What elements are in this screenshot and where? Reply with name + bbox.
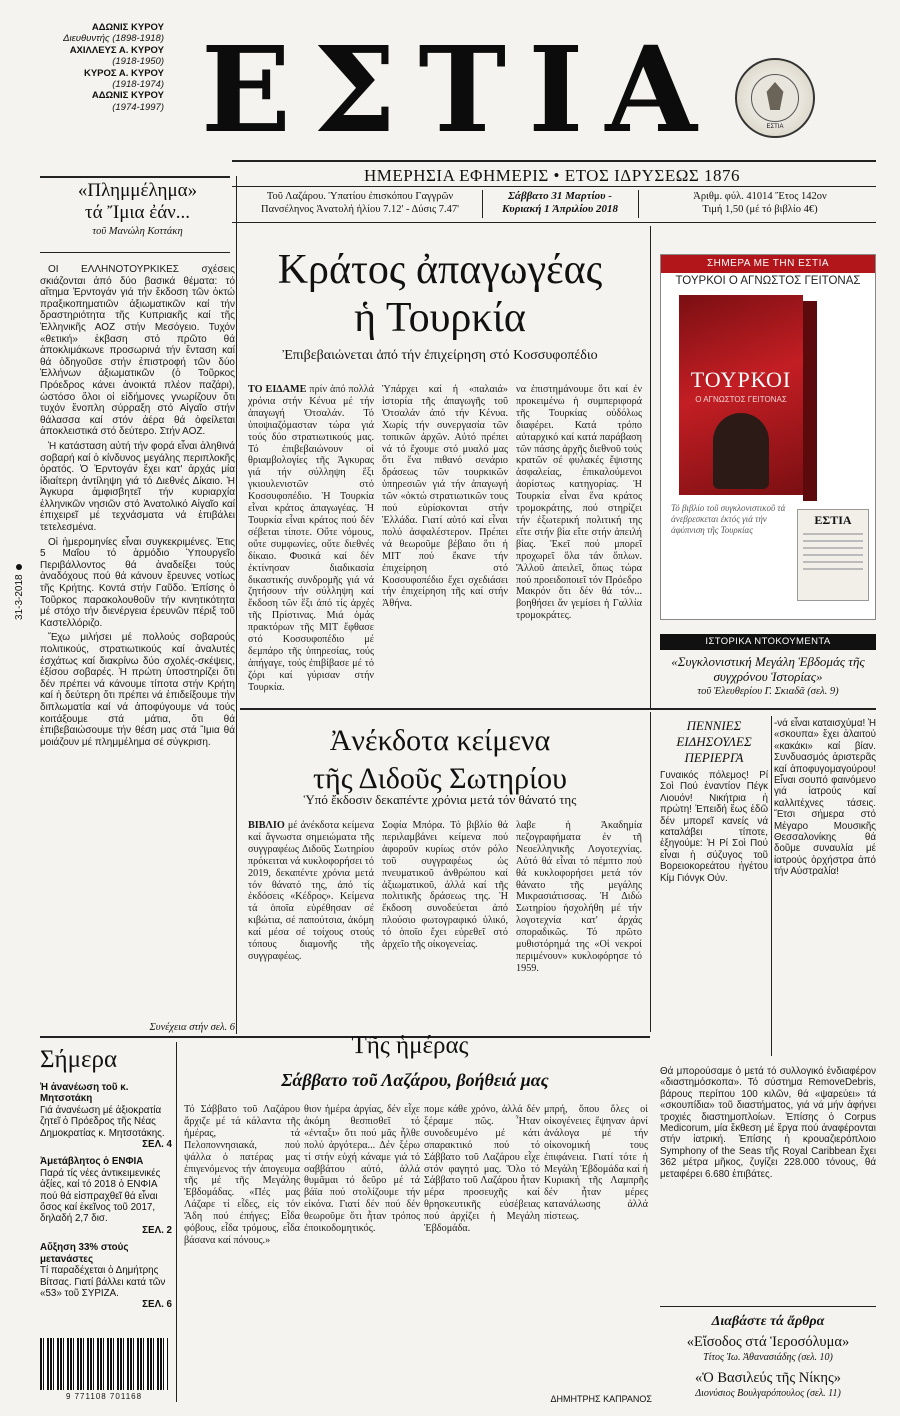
second-first-words: ΒΙΒΛΙΟ bbox=[248, 820, 285, 831]
ad-header: ΣΗΜΕΡΑ ΜΕ ΤΗΝ ΕΣΤΙΑ bbox=[661, 255, 875, 273]
thumbnail-line bbox=[803, 533, 863, 535]
brief-page: ΣΕΛ. 6 bbox=[142, 1299, 172, 1311]
second-headline-line-1: Ἀνέκδοτα κείμενα bbox=[329, 724, 551, 757]
of-the-day-title[interactable]: Σάββατο τοῦ Λαζάρου, βοήθειά μας bbox=[281, 1070, 549, 1090]
founder-4 bbox=[40, 90, 164, 113]
thumbnail-line bbox=[803, 554, 863, 556]
thumbnail-line bbox=[803, 540, 863, 542]
ad-title: ΤΟΥΡΚΟΙ Ο ΑΓΝΩΣΤΟΣ ΓΕΙΤΟΝΑΣ bbox=[675, 275, 861, 287]
opinion-top-rule bbox=[40, 176, 230, 178]
section-rule bbox=[240, 708, 876, 710]
read-articles-heading: Διαβάστε τά ἄρθρα bbox=[711, 1314, 825, 1329]
second-headline[interactable] bbox=[240, 722, 640, 798]
founder-name: ΑΔΩΝΙΣ ΚΥΡΟΥ bbox=[91, 22, 164, 33]
column-divider bbox=[236, 176, 237, 1034]
today-brief-item[interactable] bbox=[40, 1156, 172, 1236]
brief-headline: Αὔξηση 33% στούς μετανάστες bbox=[40, 1242, 129, 1265]
brief-text: Γιά ἀνανέωση μέ ἀξιοκρατία ζητεῖ ὁ Πρόεδρος τῆς Νέας Δημοκρατίας κ. Μητσοτάκης. bbox=[40, 1104, 165, 1139]
today-brief-item[interactable] bbox=[40, 1242, 172, 1310]
ad-caption: Τό βιβλίο τοῦ συγκλονιστικοῦ τά ἀνεβρεσκεται ἐκτός γιά τήν ἀφύπνιση τῆς Τουρκίας bbox=[671, 503, 786, 535]
curious-news-heading: ΠΕΝΝΙΕΣ ΕΙΔΗΣΟΥΛΕΣ ΠΕΡΙΕΡΓΑ bbox=[676, 718, 752, 765]
brief-text: Τί παραδέχεται ὁ Δημήτρης Βίτσας. Γιατί βάλλει κατά τῶν «53» τοῦ ΣΥΡΙΖΑ. bbox=[40, 1265, 166, 1299]
book-title: ΤΟΥΡΚΟΙ bbox=[690, 367, 792, 392]
opinion-title[interactable] bbox=[40, 180, 235, 224]
lead-subtitle: Ἐπιβεβαιώνεται ἀπό τήν ἐπιχείρηση στό Κοσσυφοπέδιο bbox=[282, 348, 598, 363]
book-advertisement[interactable] bbox=[660, 254, 876, 620]
founder-dates: (1974-1997) bbox=[112, 101, 164, 113]
saint-day-info bbox=[240, 190, 480, 216]
today-heading: Σήμερα bbox=[40, 1046, 118, 1073]
newspaper-seal-icon bbox=[735, 58, 815, 138]
of-the-day-column-1: Τό Σάββατο τοῦ Λαζάρου ἄρχιζε μέ τά κάλαντα τῆς ἡμέρας, τά Πελοποννησιακά, πού ψάλλα ὁ πατέρας μας ἐπιγενόμενος τήν ἀπογευμα τῆς μέ τῆς Μεγάλης Ἑβδομάδας. «Πές μας Λάζαρε τί εἶδες, εἰς τόν Ἄδη πού ἐπήγες; Εἶδα φόβους, εἶδα τρόμους, εἶδα βάσανα καί πόνους.» bbox=[184, 1104, 300, 1246]
brief-page: ΣΕΛ. 2 bbox=[142, 1224, 172, 1236]
lead-column-text: πρίν ἀπό πολλά χρόνια στήν Κένυα μέ τήν ἀπαγωγή Ὀτσαλάν. Τό ὑποψιαζόμασταν τώρα γιά τούς δύο στρατιωτικούς μας. Τό ἐπιβεβαιώνουν οἱ θριαμβολογίες τῆς Ἀγκυρας γιά τήν σύλληψη ἕξι γκιουλενιστῶν στό Κοσσυφοπέδιο. Ἡ Τουρκία εἶναι κράτος ἀπαγωγέας. Ἡ Τουρκία εἶναι κράτος πού δέν σέβεται τίποτε. Οὔτε νόμους, οὔτε συμφωνίες, οὔτε διεθνές δίκαιο. Φυσικά καί δέν ἐκτίνησαν διαδικασία δικαστικής συνδρομῆς γιά νά ζητήσουν τήν σύλληψη καί ἔκδοση τῶν ἕξι ἀπό τίς ἀρχές τῆς Πρίστινας. Μιά ὁμάς πρακτόρων τῆς ΜΙΤ ἔφθασε στό Κοσσυφοπέδιο μέ δεμπάρο τῆς ὑπηρεσίας, τούς ἁπήγαγε, τούς ἐπιβίβασε μέ τό ζόρι καί γύρισαν στήν Τουρκία. bbox=[248, 384, 374, 693]
date-line-1: Σάββατο 31 Μαρτίου - bbox=[508, 190, 612, 202]
info-divider bbox=[638, 190, 639, 218]
of-the-day-column-3: πομε κάθε χρόνο, ἀλλά δέν ξέραμε πῶς. Ἦταν συνοδευμένο μέ κάτι σπαρακτικό πού τό Σάββατο τοῦ Λαζάρου εἶχε στόν φαγητό μας. Ὅλο τό Σάββατο τοῦ Λαζάρου ἦταν μέρα προσευχῆς καί θρησκευτικῆς εὐσέβειας πού ἀρχίζει ἡ Μεγάλη Ἑβδομάδα. bbox=[424, 1104, 540, 1235]
opinion-paragraph: Ἔχω μιλήσει μέ πολλούς σοβαρούς πολιτικούς, στρατιωτικούς καί ἀναλυτές ἐσχάτως καί διακρίνω δύο σχολές-σκέψεις, ἐξίσου σοβαρές. Ἡ πρώτη ὑποστηρίζει ὅτι δέν πρέπει νά κάνουμε τίποτα στήν Κρήτη καί ἡ δεύτερη ὅτι πρέπει νά ἐπιδείξουμε τήν διπλωματία καί νά ἀποφύγουμε νά τούς κοιτάξουμε στά μάτια, ὅτι θά ἐπιβεβαιώσουμε τήν θέση μας στά Ἴμια θά μοιάζουν μέ πλημμέλημα σέ σύγκριση. bbox=[40, 632, 235, 748]
lead-headline[interactable] bbox=[240, 246, 640, 342]
seal-label: ΕΣΤΙΑ bbox=[766, 124, 784, 130]
book-cover bbox=[679, 295, 803, 495]
tagline-rule bbox=[232, 186, 876, 187]
read-article-1-title[interactable]: «Εἴσοδος στά Ἱεροσόλυμα» bbox=[686, 1334, 850, 1350]
read-article-2-author: Διονύσιος Βουλγαρόπουλος (σελ. 11) bbox=[695, 1388, 841, 1399]
thumbnail-masthead: ΕΣΤΙΑ bbox=[814, 513, 852, 527]
of-the-day-heading: Τῆς ἡμέρας bbox=[351, 1032, 469, 1059]
masthead-rule bbox=[232, 160, 876, 162]
lead-headline-line-1: Κράτος ἀπαγωγέας bbox=[277, 247, 603, 293]
thumbnail-line bbox=[803, 561, 863, 563]
sun-times: Πανσέληνος Ἀνατολή ἡλίου 7.12' - Δύσις 7.47' bbox=[261, 204, 459, 215]
issue-number-price bbox=[640, 190, 880, 216]
history-article-author: τοῦ Ἐλευθερίου Γ. Σκιαδᾶ (σελ. 9) bbox=[697, 686, 839, 697]
history-section-bar: ΙΣΤΟΡΙΚΑ ΝΤΟΚΟΥΜΕΝΤΑ bbox=[660, 634, 876, 650]
opinion-title-line-1: «Πλημμέλημα» bbox=[77, 180, 198, 201]
read-articles-rule bbox=[660, 1306, 876, 1307]
column-divider bbox=[176, 1042, 177, 1402]
read-article-2-title[interactable]: «Ὁ Βασιλεύς τῆς Νίκης» bbox=[694, 1370, 842, 1386]
opinion-author: τοῦ Μανώλη Κοττάκη bbox=[92, 226, 183, 237]
book-spine bbox=[803, 301, 817, 501]
masthead-title: ΕΣΤΙΑ bbox=[201, 20, 719, 159]
today-briefs bbox=[40, 1082, 172, 1317]
opinion-paragraph: Οἱ ἡμερομηνίες εἶναι συγκεκριμένες. Ἐτις 5 Μαΐου τό ἁρμόδιο Ὑπουργεῖο Περιβάλλοντος θά ἀναδείξει τούς ἀναδόχους πού θά κάνουν ἔρευνες νοτίως τῆς Κρήτης. Κοντά στήν Γαῦδο. Ἐπίσης ὁ Τοῦρκος παρακολουθοῦν τήν κινητικότητα μέ στόχο τήν διενέργεια ἐρευνῶν πέριξ τοῦ Καστελλόριζο. bbox=[40, 536, 235, 629]
barcode-number: 9 771108 701168 bbox=[65, 1392, 143, 1401]
saint-day: Τοῦ Λαζάρου. Ὑπατίου ἐπισκόπου Γαγγρῶν bbox=[266, 191, 454, 202]
opinion-paragraph: Ἡ κατάσταση αὐτή τήν φορά εἶναι ἀληθινά σοβαρή καί ὁ κίνδυνος μεγάλης περιπλοκῆς ὁρατός. Ὁ Ἐρντογάν ἔχει κατ' ἀρχάς μία ἰδιαίτερη ἀντίληψη γιά τό Διεθνές Δίκαιο. Ἡ Ἀγκυρα ἀμφισβητεῖ τήν κυριαρχία ἑλληνικῶν νησιῶν στό Ἀνατολικό Αἰγαῖο καί ἐπιχειρεῖ μέ τεχνάσματα νά ἐπιβάλει τετελεσμένα. bbox=[40, 440, 235, 534]
issue-date bbox=[485, 190, 635, 216]
founders-list bbox=[40, 22, 164, 113]
of-the-day-column-2: θιον ἡμέρα ἀργίας, δέν εἶχε ἀκόμη θεσπισθεῖ τό «ἐνταξι» ὅτι πού μᾶς ἦλθε πολύ ἀργότερα... Δέν ξέρω τί στήν εὐχή κάναμε γιά τό σαββάτου αὐτό, ἀλλά θυμᾶμαι τό δεῦρο μέ τά βάϊα πού στολίζουμε τήν εἰκόνα. Γιατί δέν πού δέν θεωροῦμε ὅτι ἦταν τρόπος ἐποικοδομητικός. bbox=[304, 1104, 420, 1235]
brief-page: ΣΕΛ. 4 bbox=[142, 1139, 172, 1151]
lead-column-2: Ὑπάρχει καί ἡ «παλαιά» ἱστορία τῆς ἀπαγωγῆς τοῦ Ὀτσαλάν ἀπό τήν Κένυα. Χωρίς τήν συνεργασία τῶν τοπικῶν ἀρχῶν. Αὐτό πρέπει νά τό ἔχουμε στό μυαλό μας ὅτι ἕνα πιθανό σενάριο δράσεως τῶν τουρκικῶν ὑπηρεσιῶν γιά τήν ἀπαγωγή τῶν «ὀκτώ στρατιωτικῶν τους πού εὑρίσκονται στήν Ἑλλάδα. Γιατί αὐτό καί εἶναι πολύ ἀσφαλέστερον. Πρέπει νά θεωροῦμε βέβαιο ὅτι ἡ ΜΙΤ πού ἔκανε τήν ἐπιχείρηση στό Κοσσυφοπέδιο ἔχει σχεδιάσει τήν ἐπιχείρηση τῆς καί στήν Ἀθήνα. bbox=[382, 384, 508, 610]
second-column-3: λαβε ἡ Ἀκαδημία πεζογραφήματα ἐν τῆ Νεοελληνικῆς Λογοτεχνίας. Αὐτό θά εἶναι τό πέμπτο πού θά κυκλοφορήσει μετά τόν θάνατο τῆς μεγάλης Μικρασιάτισσας. Ἡ Διδώ Σωτηρίου ἡσχολήθη μέ τήν λογοτεχνία κατ' ἀρχάς σποραδικῶς. Τό πρῶτο μυθιστόρημά της «Οἱ νεκροί περιμένουν» κυκλοφόρησε τό 1959. bbox=[516, 820, 642, 974]
founder-name: ΑΧΙΛΛΕΥΣ Α. ΚΥΡΟΥ bbox=[69, 44, 164, 56]
column-divider bbox=[650, 226, 651, 708]
issue-price: Τιμή 1,50 (μέ τό βιβλίο 4€) bbox=[702, 204, 818, 215]
brief-headline: Ἀμετάβλητος ὁ ΕΝΦΙΑ bbox=[40, 1156, 144, 1168]
column-divider bbox=[650, 712, 651, 1032]
thumbnail-line bbox=[803, 568, 863, 570]
issue-number: Ἀριθμ. φύλ. 41014 Ἔτος 142ον bbox=[693, 191, 827, 202]
masthead-tagline: ΗΜΕΡΗΣΙΑ ΕΦΗΜΕΡΙΣ • ΕΤΟΣ ΙΔΡΥΣΕΩΣ 1876 bbox=[364, 166, 740, 185]
founder-dates: (1918-1950) bbox=[112, 56, 164, 68]
second-subtitle: Ὑπό ἔκδοσιν δεκαπέντε χρόνια μετά τόν θάνατό της bbox=[303, 792, 577, 807]
column-divider bbox=[771, 716, 772, 1056]
curious-news-text-2: -νά εἶναι καταισχύμα! Ἡ «σκουπα» ἔχει ἀλαιτού «κακάκι» καί βίαν. Συνδυασμός ἀριστερᾶς καί ἀποφυγομαγούρου! Εἶναι σουπό φαινόμενο γιά ἰατρούς καί καλλιτέχνες τάσεις. Ἔτσι σήμερα στό Μέγαρο Μουσικῆς Θεσσαλονίκης θά δοῦμε συναυλία μέ ἰατρούς ὀρχήστρα ἀπό τήν Αὐστραλία! bbox=[774, 718, 876, 878]
brief-headline: Ἡ ἀνανέωση τοῦ κ. Μητσοτάκη bbox=[40, 1082, 129, 1105]
side-date-text: 31-3-2018 bbox=[14, 574, 25, 620]
thumbnail-line bbox=[803, 547, 863, 549]
lead-first-words: ΤΟ ΕΙΔΑΜΕ bbox=[248, 384, 307, 395]
lead-headline-line-2: ἡ Τουρκία bbox=[354, 295, 526, 341]
founder-1 bbox=[40, 22, 164, 45]
second-headline-line-2: τῆς Διδοῦς Σωτηρίου bbox=[312, 762, 568, 795]
barcode-icon bbox=[40, 1338, 168, 1390]
today-brief-item[interactable] bbox=[40, 1082, 172, 1150]
founder-dates: Διευθυντής (1898-1918) bbox=[63, 33, 164, 45]
opinion-paragraph: ΟΙ ΕΛΛΗΝΟΤΟΥΡΚΙΚΕΣ σχέσεις σκιάζονται ἀπό δύο βασικά θέματα: τό αἴτημα Ἐρντογάν γιά τήν ἔκδοση τῶν ὀκτώ πραξικοπηματιῶν ἀξιωματικῶν καί τήν δραστηριότητα τῆς Κυπριακῆς καί τῆς Ἑλληνικῆς ΑΟΖ στήν Μεσόγειο. Τυχόν «θετική» ἐκβαση στό πρῶτο θά ἀποκλιμάκωνε προσωρινά τήν ἔνταση καί θά ὁδηγοῦσε στήν ἐπιστροφή τῶν δύο Ἑλλήνων ἀξιωματικῶν (ὁ Τοῦρκος Πρόεδρος κάνει ἀνοικτά πλέον παζάρι), ὡστόσο ὅλοι οἱ εἰδήμονες γνωρίζουν ὅτι τυχόν ἔνοπλη σύρραξη στό Αἰγαῖο στήν θάλασσα καί στόν ἀέρα θά ὀφείλεται ἀποκλειστικά στό δεύτερο. Στήν ΑΟΖ. bbox=[40, 264, 235, 438]
history-article-title[interactable]: «Συγκλονιστική Μεγάλη Ἑβδομάς τῆς συγχρόνου Ἱστορίας» bbox=[671, 654, 865, 684]
lead-column-1 bbox=[248, 384, 374, 694]
date-line-2: Κυριακή 1 Ἀπριλίου 2018 bbox=[501, 203, 619, 215]
second-column-1 bbox=[248, 820, 374, 963]
read-article-1-author: Τίτος Ἰω. Ἀθανασιάδης (σελ. 10) bbox=[703, 1352, 833, 1363]
opinion-continue-link[interactable]: Συνέχεια στήν σελ. 6 bbox=[149, 1022, 235, 1033]
book-subtitle: Ο ΑΓΝΩΣΤΟΣ ΓΕΙΤΟΝΑΣ bbox=[695, 395, 787, 404]
newspaper-thumbnail bbox=[797, 509, 869, 601]
opinion-rule bbox=[40, 252, 230, 253]
opinion-body bbox=[40, 264, 235, 751]
bullet-icon bbox=[16, 564, 22, 570]
of-the-day-column-4: μπρή, ὅπου ὅλες οἱ οἰκογένειες ἔψηναν ἀρνί ἀνάλογα μέ τήν οἰκονομική τους ἐπιφάνεια. Γιατί τότε ἡ Μεγάλη Ἑβδομάδα καί ἡ Κυριακή τῆς Λαμπρῆς δέν ἦταν μέρες κατανάλωσης ἀλλά πίστεως. bbox=[544, 1104, 648, 1223]
side-date bbox=[14, 564, 25, 620]
second-column-text: μέ ἀνέκδοτα κείμενα καί ἄγνωστα σημειώματα τῆς συγγραφέως Διδοῦς Σωτηρίου πρόκειται νά κυκλοφορήσει τό 2019, δεκαπέντε χρόνια μετά τόν θάνατό της, ἀπό τίς ἐκδόσεις «Κέδρος». Κείμενα τά ὁποῖα εὑρέθησαν σέ κιβώτια, σέ παπούτσια, ἀκόμη καί μέσα σέ τοίχους στούς τόπους διαμονῆς τῆς συγγραφέως. bbox=[248, 820, 374, 962]
lead-column-3: να ἐπιστημάνουμε ὅτι καί ἐν προκειμένω ἡ συμπεριφορά τῆς Τουρκίας οὐδόλως διαφέρει. Κατά τρόπο αὐταρχικό καί κατά παράβαση τῶν πάσης ἀρχῆς διεθνοῦ τούς κρατῶν σέ φυλακές ἔψιστης ἀσφαλείας, ἐπικαλούμενοι ἀορίστως κατηγορίας. Ἡ Τουρκία εἶναι ἕνα κράτος τρομοκράτης, πού στηρίζει τήν ἐξωτερική πολιτική της εἴτε στήν βία εἴτε στήν ἀπειλή βίας. Ἐκεῖ πού μπορεῖ προχωρεῖ ὅλα τάν ὅπλων. Ἄλλοῦ ἀπειλεῖ, ὅπως τώρα πού προειδοποιεῖ τόν Πρόεδρο Μακρόν ὅτι δέν θά τόν... βοηθήσει ἄν γεμίσει ἡ Γαλλία τρομοκράτες. bbox=[516, 384, 642, 622]
founder-3 bbox=[40, 68, 164, 91]
founder-name: ΑΔΩΝΙΣ ΚΥΡΟΥ bbox=[91, 90, 164, 102]
founder-dates: (1918-1974) bbox=[112, 79, 164, 91]
info-divider bbox=[482, 190, 483, 218]
brief-text: Παρά τίς νέες ἀντικειμενικές ἀξίες, καί τό 2018 ὁ ΕΝΦΙΑ πού θά εἰσπραχθεῖ θά εἶναι ὅσος καί ἐκεῖνος τοῦ 2017, δηλαδή 2,7 δισ. bbox=[40, 1167, 161, 1225]
info-bottom-rule bbox=[232, 222, 876, 223]
curious-news-text-1: Γυναικός πόλεμος! Ρί Σοὶ Πού ἐναντίον Πέγκ Λιουόν! Νικήτρια ἡ πρώτη! Ἐπειδή ἔως ἐδῶ δέν μπορεῖ κανείς νά καταλάβει τίποτε, ἐξηγούμε: Ἡ Ρί Σοὶ Πού εἶναι ἡ σύζυγος τοῦ Βορειοκορεάτου ἡγέτου Κίμ Γιόνγκ Ούν. bbox=[660, 770, 768, 884]
curious-news-text-3: Θά μπορούσαμε ὁ μετά τό συλλογικό ἐνδιαφέρον «διαστημόσκοπα». Τό σύστημα RemoveDebris, βάρους περίπου 100 κιλῶν, θά «ψαρεύει» τά «σκουπίδια» τοῦ διαστήματος, γιά νά μήν ἀφήνει τροχιές διαστημοπλοίων. Ἐπίσης ὁ Corpus Medicorum, μία ἔκθεση μέ ἔργα πού ἀναφέρονται στήν ἰατρική. Ἐπίσης ἡ κρουαζιερόπλοιο Symphony of the Seas τῆς Royal Caribbean ἔχει 362 μέτρα μῆκος, ζυγίζει 228.000 τόνους, θά μεταφέρει 6.680 ἐπιβάτες. bbox=[660, 1066, 876, 1180]
second-column-2: Σοφία Μπόρα. Τό βιβλίο θά περιλαμβάνει κείμενα πού ἀφοροῦν κυρίως στόν ρόλο τοῦ συγγραφέως ὡς πνευματικοῦ ἀνθρώπου καί ἀξιωματικοῦ, ἀλλά καί τῆς πολιτικῆς δράσεως της. Ἡ ἔκδοση συνοδεύεται ἀπό πλούσιο φωτογραφικό ὑλικό, τό ὁποῖο ἔχει εὑρεθεῖ στό ἀρχεῖο τῆς οἰκογενείας. bbox=[382, 820, 508, 951]
opinion-title-line-2: τά Ἴμια ἐάν... bbox=[84, 202, 191, 223]
founder-name: ΚΥΡΟΣ Α. ΚΥΡΟΥ bbox=[83, 67, 164, 79]
portrait-photo bbox=[713, 413, 769, 489]
of-the-day-signature: ΔΗΜΗΤΡΗΣ ΚΑΠΡΑΝΟΣ bbox=[550, 1394, 652, 1404]
founder-2 bbox=[40, 45, 164, 68]
